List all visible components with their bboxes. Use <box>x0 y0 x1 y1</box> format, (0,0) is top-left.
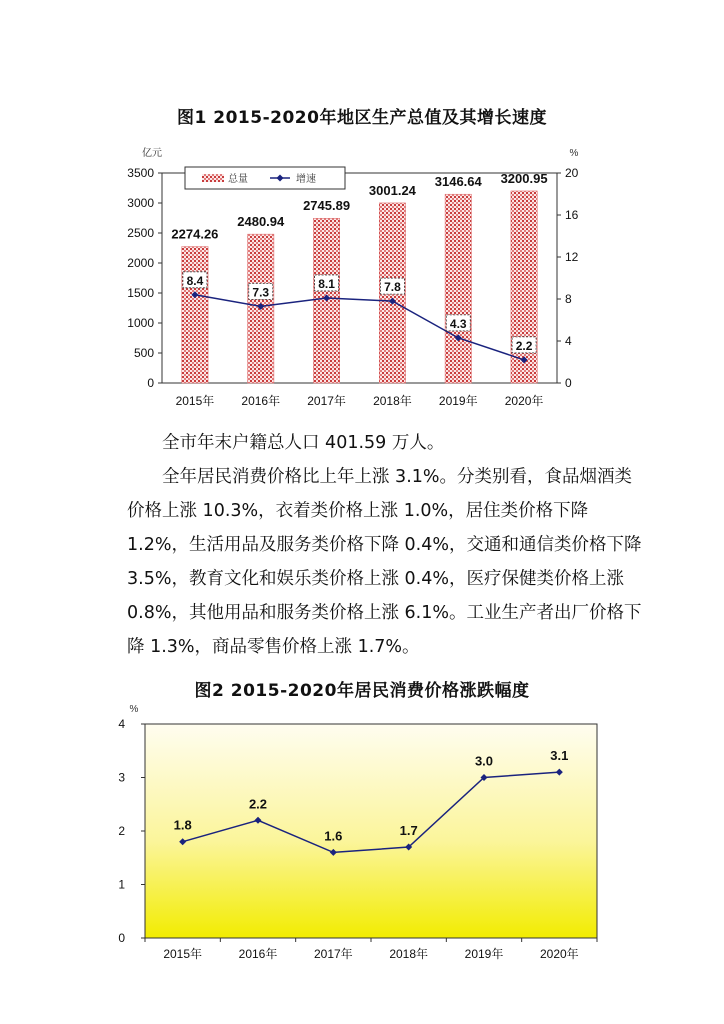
left-tick-label: 1000 <box>127 316 154 330</box>
left-tick-label: 1500 <box>127 286 154 300</box>
y-tick-label: 0 <box>118 931 125 945</box>
gdp-chart <box>110 140 610 415</box>
right-tick-label: 0 <box>565 376 572 390</box>
y-tick-label: 1 <box>118 877 125 892</box>
x-tick-label: 2019年 <box>464 947 504 961</box>
left-axis-unit: 亿元 <box>142 148 162 159</box>
growth-value-label: 4.3 <box>449 316 467 331</box>
x-tick-label: 2015年 <box>163 947 203 961</box>
paragraph-cpi <box>127 460 647 664</box>
gdp-bar <box>445 194 471 383</box>
gdp-value-label: 2745.89 <box>303 198 351 214</box>
left-tick-label: 2500 <box>127 226 154 240</box>
growth-value-label: 7.3 <box>252 285 270 300</box>
gdp-value-label: 3146.64 <box>434 174 482 190</box>
cpi-value-label: 1.7 <box>399 823 418 839</box>
paragraph-population <box>127 426 647 460</box>
growth-value-label: 8.4 <box>186 273 204 288</box>
right-tick-label: 8 <box>565 292 572 306</box>
growth-value-label: 7.8 <box>384 280 401 295</box>
growth-value-label: 8.1 <box>318 276 335 291</box>
gdp-value-label: 3001.24 <box>368 182 416 198</box>
chart1-title: 图1 2015-2020年地区生产总值及其增长速度 <box>177 108 547 128</box>
cpi-text: 全年居民消费价格比上年上涨 3.1%。分类别看，食品烟酒类价格上涨 10.3%，衣着类价格上涨 1.0%，居住类价格下降 1.2%，生活用品及服务类价格下降 0.4%，交通和通信类价格下降 3.5%，教育文化和娱乐类价格上涨 0.4%，医疗保健类价格上涨 0.8%，其他用品和服务类价格上涨 6.1%。工业生产者出厂价格下降 1.3%，商品零售价格上涨 1.7%。 <box>127 467 642 657</box>
gdp-bar <box>182 247 208 383</box>
right-tick-label: 20 <box>565 166 579 180</box>
right-axis-unit: % <box>569 148 579 159</box>
growth-value-label: 2.2 <box>515 338 533 353</box>
legend-line-label: 增速 <box>296 174 316 185</box>
y-tick-label: 3 <box>118 770 125 785</box>
population-text: 全市年末户籍总人口 401.59 万人。 <box>162 433 445 453</box>
left-tick-label: 2000 <box>127 256 154 270</box>
y-axis-unit: % <box>129 704 139 715</box>
chart2-title: 图2 2015-2020年居民消费价格涨跌幅度 <box>194 681 530 701</box>
legend-bar-label: 总量 <box>228 174 248 185</box>
left-tick-label: 500 <box>133 346 154 360</box>
y-tick-label: 2 <box>118 824 125 838</box>
cpi-value-label: 3.1 <box>550 748 569 764</box>
gdp-bar <box>511 191 537 383</box>
left-tick-label: 3500 <box>127 166 154 180</box>
x-tick-label: 2017年 <box>313 947 353 961</box>
cpi-value-label: 2.2 <box>248 796 268 812</box>
cpi-chart <box>100 700 620 970</box>
plot-area <box>145 724 597 938</box>
gdp-value-label: 2480.94 <box>237 214 285 230</box>
x-tick-label: 2018年 <box>389 947 429 961</box>
x-tick-label: 2016年 <box>238 947 278 961</box>
x-tick-label: 2017年 <box>307 394 346 408</box>
left-tick-label: 0 <box>147 376 154 390</box>
right-tick-label: 12 <box>565 250 579 264</box>
cpi-value-label: 1.6 <box>324 828 343 844</box>
gdp-value-label: 3200.95 <box>500 170 548 186</box>
cpi-value-label: 1.8 <box>173 817 192 833</box>
growth-line <box>195 295 524 360</box>
gdp-value-label: 2274.26 <box>171 226 219 242</box>
x-tick-label: 2020年 <box>539 947 579 961</box>
x-tick-label: 2018年 <box>373 394 412 408</box>
x-tick-label: 2016年 <box>241 394 281 408</box>
right-tick-label: 4 <box>565 334 572 348</box>
legend-bar-swatch <box>202 174 224 182</box>
x-tick-label: 2015年 <box>175 394 215 408</box>
x-tick-label: 2019年 <box>438 394 478 408</box>
chart1-legend <box>185 167 345 189</box>
y-tick-label: 4 <box>118 717 125 731</box>
cpi-value-label: 3.0 <box>474 753 494 769</box>
left-tick-label: 3000 <box>127 196 154 210</box>
right-tick-label: 16 <box>565 208 579 222</box>
x-tick-label: 2020年 <box>504 394 544 408</box>
